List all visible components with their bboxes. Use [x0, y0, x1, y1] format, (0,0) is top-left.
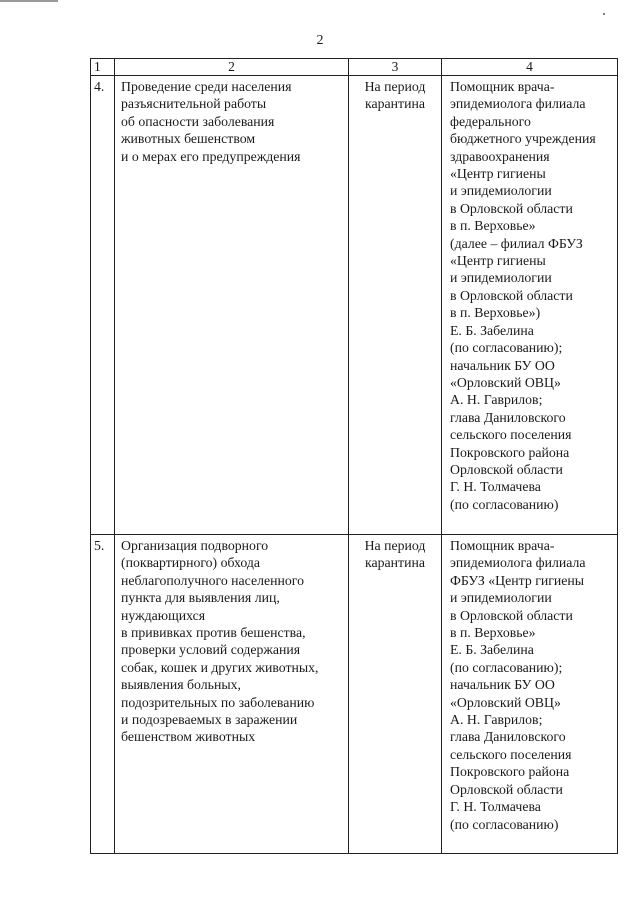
cell-text-line: животных бешенством — [121, 131, 256, 147]
cell-text-line: подозрительных по заболеванию — [121, 694, 315, 710]
cell-text-line: карантина — [365, 96, 425, 112]
cell-text-line: глава Даниловского — [450, 729, 566, 745]
cell-text-line: (по согласованию) — [450, 496, 559, 512]
cell-text-line: ФБУЗ «Центр гигиены — [450, 572, 585, 588]
cell-text-line: «Центр гигиены — [450, 253, 546, 269]
measures-table — [90, 58, 618, 854]
cell-text-line: собак, кошек и других животных, — [121, 659, 319, 675]
responsible-cell — [442, 535, 618, 854]
cell-text-line: сельского поселения — [450, 427, 572, 443]
cell-text-line: карантина — [365, 555, 425, 571]
cell-text-line: и эпидемиологии — [450, 590, 552, 606]
cell-text-line: «Центр гигиены — [450, 166, 546, 182]
cell-text-line: «Орловский ОВЦ» — [450, 374, 561, 390]
cell-text-line: неблагополучного населенного — [121, 572, 304, 588]
cell-text-line: в Орловской области — [450, 607, 573, 623]
cell-text-line: сельского поселения — [450, 746, 572, 762]
cell-text-line: Проведение среди населения — [121, 79, 292, 94]
cell-text-line: Помощник врача- — [450, 79, 555, 94]
cell-text-line: (по согласованию); — [450, 659, 563, 675]
cell-text-line: Е. Б. Забелина — [450, 322, 534, 338]
cell-text-line: в п. Верховье» — [450, 218, 536, 234]
cell-text-line: и эпидемиологии — [450, 183, 552, 199]
term-cell — [349, 76, 442, 535]
term-cell — [349, 535, 442, 854]
cell-text-line: Помощник врача- — [450, 538, 555, 553]
measure-cell — [115, 76, 349, 535]
cell-text-line: в прививках против бешенства, — [121, 625, 306, 641]
cell-text-line: Покровского района — [450, 444, 570, 460]
cell-text-line: проверки условий содержания — [121, 642, 301, 658]
table-row — [91, 535, 618, 854]
cell-text-line: эпидемиолога филиала — [450, 96, 586, 112]
cell-text-line: На период — [364, 79, 426, 94]
cell-text-line: начальник БУ ОО — [450, 677, 555, 693]
cell-text-line: об опасности заболевания — [121, 113, 275, 129]
column-header-responsible: 4 — [442, 59, 618, 76]
cell-text-line: здравоохранения — [450, 148, 550, 164]
cell-text-line: в Орловской области — [450, 200, 573, 216]
cell-text-line: начальник БУ ОО — [450, 357, 555, 373]
cell-text-line: «Орловский ОВЦ» — [450, 694, 561, 710]
cell-text-line: (поквартирного) обхода — [121, 555, 261, 571]
cell-text-line: На период — [364, 538, 426, 553]
cell-text-line: Орловской области — [450, 781, 563, 797]
cell-text-line: и подозреваемых в заражении — [121, 712, 298, 728]
row-number: 5. — [91, 535, 115, 854]
cell-text-line: в Орловской области — [450, 287, 573, 303]
cell-text-line: бюджетного учреждения — [450, 131, 596, 147]
table-row — [91, 76, 618, 535]
cell-text-line: бешенством животных — [121, 729, 256, 745]
cell-text-line: Г. Н. Толмачева — [450, 799, 541, 815]
cell-text-line: выявления больных, — [121, 677, 241, 693]
page-number: 2 — [316, 33, 324, 48]
cell-text-line: Орловской области — [450, 461, 563, 477]
cell-text-line: Покровского района — [450, 764, 570, 780]
measure-cell — [115, 535, 349, 854]
cell-text-line: глава Даниловского — [450, 409, 566, 425]
table-header-row — [91, 59, 618, 76]
responsible-cell — [442, 76, 618, 535]
cell-text-line: Г. Н. Толмачева — [450, 479, 541, 495]
cell-text-line: (по согласованию) — [450, 816, 559, 832]
cell-text-line: разъяснительной работы — [121, 96, 267, 112]
cell-text-line: (по согласованию); — [450, 340, 563, 356]
column-header-term: 3 — [349, 59, 442, 76]
column-header-number: 1 — [91, 59, 115, 76]
cell-text-line: в п. Верховье» — [450, 625, 536, 641]
cell-text-line: эпидемиолога филиала — [450, 555, 586, 571]
row-number: 4. — [91, 76, 115, 535]
cell-text-line: Е. Б. Забелина — [450, 642, 534, 658]
cell-text-line: и эпидемиологии — [450, 270, 552, 286]
cell-text-line: Организация подворного — [121, 538, 269, 553]
cell-text-line: нуждающихся — [121, 607, 206, 623]
cell-text-line: и о мерах его предупреждения — [121, 148, 301, 164]
cell-text-line: (далее – филиал ФБУЗ — [450, 235, 583, 251]
cell-text-line: А. Н. Гаврилов; — [450, 392, 543, 408]
cell-text-line: в п. Верховье») — [450, 305, 541, 321]
cell-text-line: федерального — [450, 113, 531, 129]
cell-text-line: пункта для выявления лиц, — [121, 590, 280, 606]
cell-text-line: А. Н. Гаврилов; — [450, 712, 543, 728]
scan-speck — [603, 13, 605, 15]
column-header-measure: 2 — [115, 59, 349, 76]
scan-edge-mark — [0, 0, 58, 2]
